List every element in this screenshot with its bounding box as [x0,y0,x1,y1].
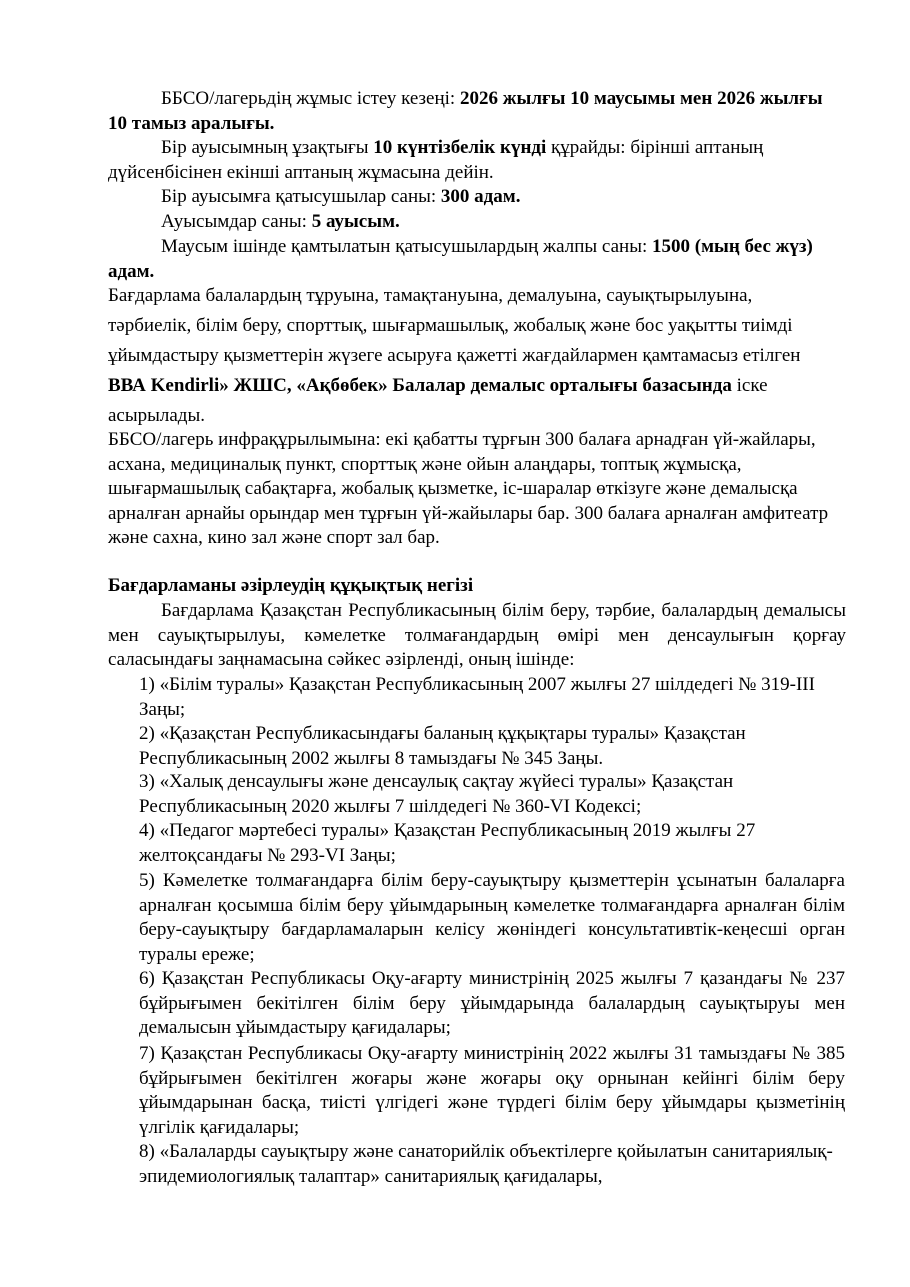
implementation-text: Бағдарлама балалардың тұруына, тамақтануына, демалуына, сауықтырылуына, тәрбиелік, білім беру, спорттық, шығармашылық, жобалық және бос уақытты тиімді ұйымдастыру қызметтерін жүзеге асыруға қажетті жағдайлармен қамтамасыз етілген [108,285,801,366]
participants-per-shift-value: 300 адам. [440,186,521,207]
implementation-base: ВВА Kendirli» ЖШС, «Ақбөбек» Балалар демалыс орталығы базасында [108,375,732,396]
shift-length-detail: құрайды: бірінші аптаның дүйсенбісінен екінші аптаның жұмасына дейін. [108,137,764,183]
participants-per-shift-label: Бір ауысымға қатысушылар саны: [161,186,441,207]
implementation-end: іске асырылады. [108,375,768,426]
total-participants-paragraph [108,235,846,284]
shift-count-value: 5 ауысым. [311,211,400,232]
legal-item-7: 7) Қазақстан Республикасы Оқу-ағарту министрінің 2022 жылғы 31 тамыздағы № 385 бұйрығымен бекітілген жоғары және жоғары оқу орнынан кейінгі білім беру ұйымдарынан басқа, тиісті үлгідегі және түрдегі білім беру ұйымдары қызметінің үлгілік қағидалары; [139,1043,845,1138]
period-label: ББСО/лагерьдің жұмыс істеу кезеңі: [161,88,460,109]
shift-length-paragraph [108,136,846,185]
legal-item-6: 6) Қазақстан Республикасы Оқу-ағарту министрінің 2025 жылғы 7 қазандағы № 237 бұйрығымен бекітілген білім беру ұйымдарында балалардың сауықтыруы мен демалысын ұйымдастыру қағидалары; [139,968,845,1038]
legal-item-4: 4) «Педагог мәртебесі туралы» Қазақстан Республикасының 2019 жылғы 27 желтоқсандағы № 293-VI Заңы; [139,820,756,866]
shift-count-label: Ауысымдар саны: [161,211,312,232]
total-participants-label: Маусым ішінде қамтылатын қатысушылардың жалпы саны: [161,236,652,257]
participants-per-shift-paragraph [108,185,846,210]
legal-basis-heading: Бағдарламаны әзірлеудің құқықтық негізі [108,575,474,596]
period-paragraph [108,87,846,136]
period-value: 2026 жылғы 10 маусымы мен 2026 жылғы 10 тамыз аралығы. [108,88,823,134]
shift-length-value: 10 күнтізбелік күнді [373,137,547,158]
legal-item-8: 8) «Балаларды сауықтыру және санаторийлік объектілерге қойылатын санитариялық-эпидемиологиялық талаптар» санитариялық қағидалары, [139,1141,833,1187]
shift-count-paragraph [108,210,846,235]
legal-item-3: 3) «Халық денсаулығы және денсаулық сақтау жүйесі туралы» Қазақстан Республикасының 2020 жылғы 7 шілдедегі № 360-VI Кодексі; [139,771,734,817]
legal-item-1: 1) «Білім туралы» Қазақстан Республикасының 2007 жылғы 27 шілдедегі № 319-ІІІ Заңы; [139,674,815,720]
infrastructure-paragraph: ББСО/лагерь инфрақұрылымына: екі қабатты тұрғын 300 балаға арнадған үй-жайлары, асхана, медициналық пункт, спорттық және ойын алаңдары, топтық жұмысқа, шығармашылық сабақтарға, жобалық қызметке, іс-шаралар өткізуге және демалысқа арналған арнайы орындар мен тұрғын үй-жайылары бар. 300 балаға арналған амфитеатр және сахна, кино зал және спорт зал бар. [108,429,829,548]
shift-length-label: Бір ауысымның ұзақтығы [161,137,374,158]
implementation-paragraph [108,281,838,431]
legal-item-2: 2) «Қазақстан Республикасындағы баланың құқықтары туралы» Қазақстан Республикасының 2002 жылғы 8 тамыздағы № 345 Заңы. [139,723,746,769]
legal-intro-paragraph: Бағдарлама Қазақстан Республикасының білім беру, тәрбие, балалардың демалысы мен сауықтырылуы, кәмелетке толмағандардың өмірі мен денсаулығын қорғау саласындағы заңнамасына сәйкес әзірленді, оның ішінде: [108,600,846,670]
total-participants-value: 1500 (мың бес жүз) адам. [108,236,813,282]
legal-item-5: 5) Кәмелетке толмағандарға білім беру-сауықтыру қызметтерін ұсынатын балаларға арналған қосымша білім беру ұйымдарының кәмелетке толмағандарға арналған білім беру-сауықтыру бағдарламаларын келісу жөніндегі консультативтік-кеңесші орган туралы ереже; [139,870,845,965]
